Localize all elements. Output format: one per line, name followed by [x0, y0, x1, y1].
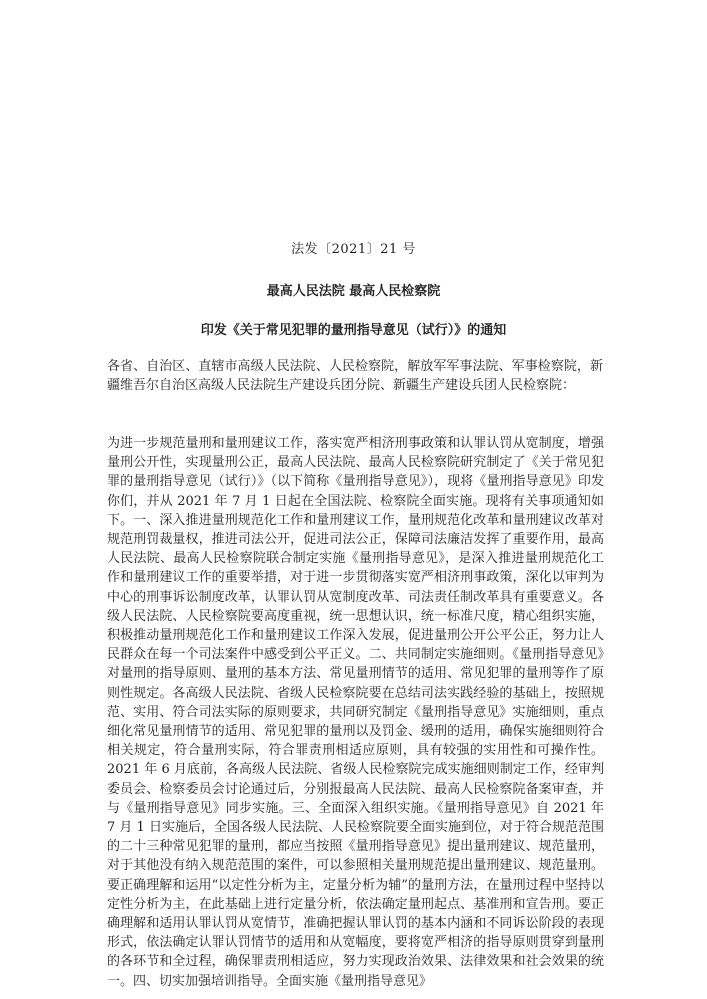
body-paragraph: 为进一步规范量刑和量刑建议工作，落实宽严相济刑事政策和认罪认罚从宽制度，增强量刑公开性，实现量刑公正，最高人民法院、最高人民检察院研究制定了《关于常见犯罪的量刑指导意见（试行）》（以下简称《量刑指导意见》），现将《量刑指导意见》印发你们，并从 2021 年 7 月 1 日起在全国法院、检察院全面实施。现将有关事项通知如下。一、深入推进量刑规范化工作和量刑建议工作，量刑规范化改革和量刑建议改革对规范刑罚裁量权，推进司法公开，促进司法公正，保障司法廉洁发挥了重要作用，最高人民法院、最高人民检察院联合制定实施《量刑指导意见》，是深入推进量刑规范化工作和量刑建议工作的重要举措，对于进一步贯彻落实宽严相济刑事政策，深化以审判为中心的刑事诉讼制度改革，认罪认罚从宽制度改革、司法责任制改革具有重要意义。各级人民法院、人民检察院要高度重视，统一思想认识，统一标准尺度，精心组织实施，积极推动量刑规范化工作和量刑建议工作深入发展，促进量刑公开公平公正，努力让人民群众在每一个司法案件中感受到公平正义。二、共同制定实施细则。《量刑指导意见》对量刑的指导原则、量刑的基本方法、常见量刑情节的适用、常见犯罪的量刑等作了原则性规定。各高级人民法院、省级人民检察院要在总结司法实践经验的基础上，按照规范、实用、符合司法实际的原则要求，共同研究制定《量刑指导意见》实施细则，重点细化常见量刑情节的适用、常见犯罪的量刑以及罚金、缓刑的适用，确保实施细则符合相关规定，符合量刑实际，符合罪责刑相适应原则，具有较强的实用性和可操作性。2021 年 6 月底前，各高级人民法院、省级人民检察院完成实施细则制定工作，经审判委员会、检察委员会讨论通过后，分别报最高人民法院、最高人民检察院备案审查，并与《量刑指导意见》同步实施。三、全面深入组织实施。《量刑指导意见》自 2021 年 7 月 1 日实施后，全国各级人民法院、人民检察院要全面实施到位，对于符合规范范围的二十三种常见犯罪的量刑，都应当按照《量刑指导意见》提出量刑建议、规范量刑，对于其他没有纳入规范范围的案件，可以参照相关量刑规范提出量刑建议、规范量刑。要正确理解和运用“以定性分析为主，定量分析为辅”的量刑方法，在量刑过程中坚持以定性分析为主，在此基础上进行定量分析，依法确定量刑起点、基准刑和宣告刑。要正确理解和适用认罪认罚从宽情节，准确把握认罪认罚的基本内涵和不同诉讼阶段的表现形式，依法确定认罪认罚情节的适用和从宽幅度，要将宽严相济的指导原则贯穿到量刑的各环节和全过程，确保罪责刑相适应，努力实现政治效果、法律效果和社会效果的统一。四、切实加强培训指导。全面实施《量刑指导意见》 — [107, 436, 604, 989]
issuing-authorities: 最高人民法院 最高人民检察院 — [266, 284, 441, 299]
document-number: 法发〔2021〕21 号 — [291, 242, 416, 257]
document-title: 印发《关于常见犯罪的量刑指导意见（试行）》的通知 — [200, 323, 507, 338]
addressees-paragraph: 各省、自治区、直辖市高级人民法院、人民检察院，解放军军事法院、军事检察院，新疆维吾尔自治区高级人民法院生产建设兵团分院、新疆生产建设兵团人民检察院： — [107, 359, 603, 393]
